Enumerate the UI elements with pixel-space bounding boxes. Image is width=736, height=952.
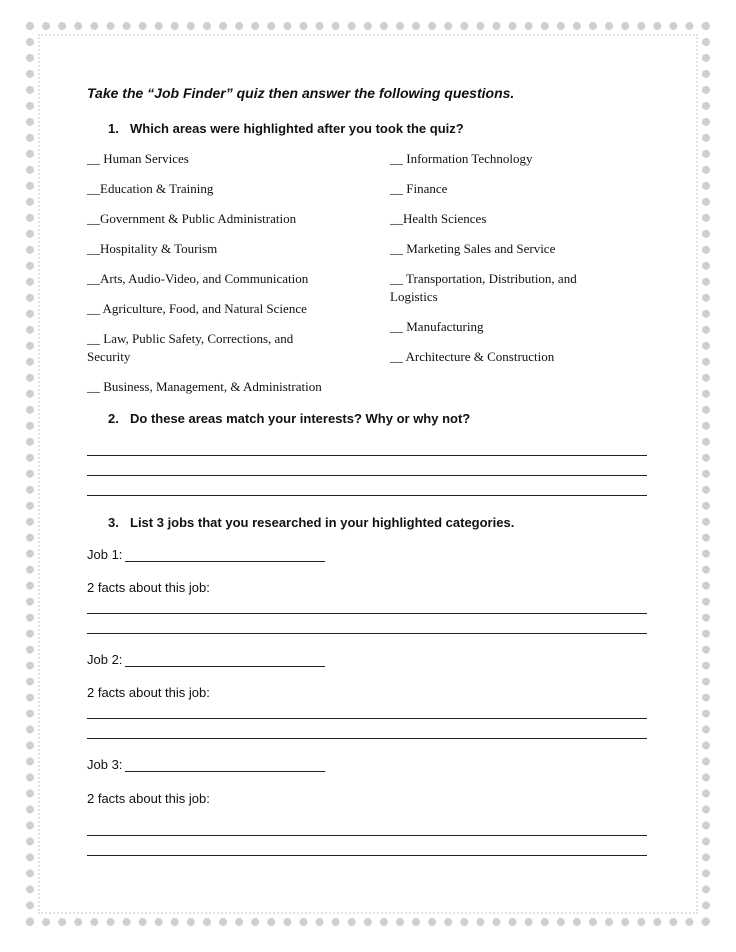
option-business-management[interactable]: __ Business, Management, & Administration: [87, 379, 322, 394]
job-1-facts-label: 2 facts about this job:: [87, 580, 210, 595]
option-health-sciences[interactable]: __Health Sciences: [390, 211, 487, 226]
option-marketing-sales[interactable]: __ Marketing Sales and Service: [390, 241, 556, 256]
job-1-blank[interactable]: [125, 561, 325, 562]
answer-line[interactable]: [87, 455, 647, 456]
job-2-label: Job 2:: [87, 652, 123, 667]
option-agriculture-food[interactable]: __ Agriculture, Food, and Natural Science: [87, 301, 307, 316]
answer-line[interactable]: [87, 718, 647, 719]
option-law-public-safety-cont: Security: [87, 349, 131, 364]
option-education-training[interactable]: __Education & Training: [87, 181, 214, 196]
question-3-number: 3.: [108, 515, 119, 530]
option-arts-audio-video[interactable]: __Arts, Audio-Video, and Communication: [87, 271, 309, 286]
option-transportation-distribution[interactable]: __ Transportation, Distribution, and: [390, 271, 577, 286]
option-hospitality-tourism[interactable]: __Hospitality & Tourism: [87, 241, 218, 256]
worksheet-title: Take the “Job Finder” quiz then answer the following questions.: [87, 85, 515, 101]
option-architecture-construction[interactable]: __ Architecture & Construction: [390, 349, 555, 364]
option-government-public-administration[interactable]: __Government & Public Administration: [87, 211, 297, 226]
option-information-technology[interactable]: __ Information Technology: [390, 151, 533, 166]
answer-line[interactable]: [87, 633, 647, 634]
job-2-blank[interactable]: [125, 666, 325, 667]
job-3-facts-label: 2 facts about this job:: [87, 791, 210, 806]
job-2-facts-label: 2 facts about this job:: [87, 685, 210, 700]
question-2-text: Do these areas match your interests? Why or why not?: [130, 411, 471, 426]
answer-line[interactable]: [87, 738, 647, 739]
answer-line[interactable]: [87, 475, 647, 476]
answer-line[interactable]: [87, 495, 647, 496]
answer-line[interactable]: [87, 613, 647, 614]
option-transportation-cont: Logistics: [390, 289, 438, 304]
question-1-number: 1.: [108, 121, 119, 136]
question-1-text: Which areas were highlighted after you took the quiz?: [130, 121, 464, 136]
job-3-blank[interactable]: [125, 771, 325, 772]
question-3-text: List 3 jobs that you researched in your highlighted categories.: [130, 515, 515, 530]
option-law-public-safety[interactable]: __ Law, Public Safety, Corrections, and: [87, 331, 294, 346]
answer-line[interactable]: [87, 855, 647, 856]
answer-line[interactable]: [87, 835, 647, 836]
option-manufacturing[interactable]: __ Manufacturing: [390, 319, 484, 334]
job-1-label: Job 1:: [87, 547, 123, 562]
option-human-services[interactable]: __ Human Services: [87, 151, 189, 166]
job-3-label: Job 3:: [87, 757, 123, 772]
option-finance[interactable]: __ Finance: [390, 181, 448, 196]
question-2-number: 2.: [108, 411, 119, 426]
